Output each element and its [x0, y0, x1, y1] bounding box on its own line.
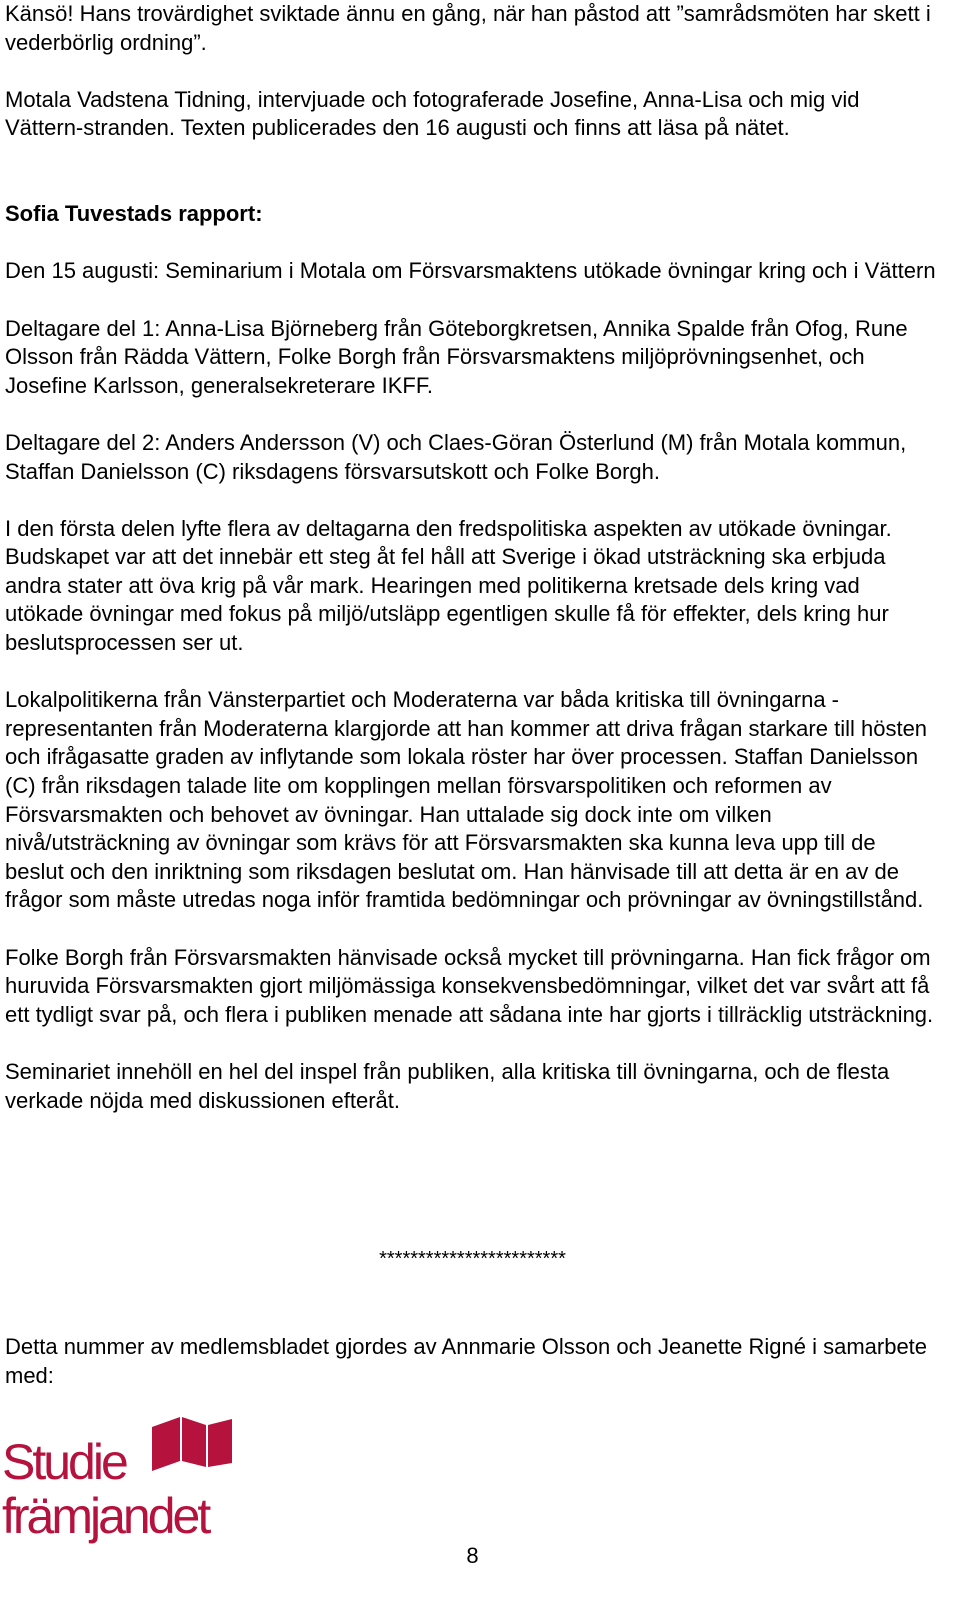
document-body [5, 0, 940, 1115]
logo-book-shape-left [152, 1417, 180, 1471]
intro-paragraph-2: Motala Vadstena Tidning, intervjuade och fotograferade Josefine, Anna-Lisa och mig vid Vättern-stranden. Texten publicerades den 16 augusti och finns att läsa på nätet. [5, 86, 860, 141]
logo-book-shape-middle [182, 1417, 206, 1467]
logo-book-shape-right [208, 1419, 232, 1467]
page-number: 8 [466, 1543, 479, 1568]
report-paragraph-1: Den 15 augusti: Seminarium i Motala om Försvarsmaktens utökade övningar kring och i Vättern [5, 258, 936, 284]
separator-stars: ************************ [379, 1248, 566, 1270]
report-heading: Sofia Tuvestads rapport: [5, 201, 263, 227]
report-paragraph-3: Deltagare del 2: Anders Andersson (V) och Claes-Göran Österlund (M) från Motala kommun, Staffan Danielsson (C) riksdagens försvarsutskott och Folke Borgh. [5, 429, 907, 484]
report-paragraph-4: I den första delen lyfte flera av deltagarna den fredspolitiska aspekten av utökade övningar. Budskapet var att det innebär ett steg åt fel håll att Sverige i ökad utsträckning ska erbjuda andra stater att öva krig på vår mark. Hearingen med politikerna kretsade dels kring vad utökade övningar med fokus på miljö/utsläpp egentligen skulle få för effekter, dels kring hur beslutsprocessen ser ut. [5, 515, 892, 656]
logo-text-line-2: främjandet [2, 1488, 209, 1544]
report-paragraph-5: Lokalpolitikerna från Vänsterpartiet och Moderaterna var båda kritiska till övningarna - representanten från Moderaterna klargjorde att han kommer att driva frågan starkare till hösten och ifrågasatte graden av inflytande som lokala röster har över processen. Staffan Danielsson (C) från riksdagen talade lite om kopplingen mellan försvarspolitiken och reformen av Försvarsmakten och behovet av övningar. Han uttalade sig dock inte om vilken nivå/utsträckning av övningar som krävs för att Försvarsmakten ska kunna leva upp till de beslut och den inriktning som riksdagen beslutat om. Han hänvisade till att detta är en av de frågor som måste utredas noga inför framtida bedömningar och prövningar av övningstillstånd. [5, 687, 928, 913]
studiefrämjandet-logo [2, 1415, 234, 1560]
intro-paragraph-1: Känsö! Hans trovärdighet sviktade ännu en gång, när han påstod att ”samrådsmöten har skett i vederbörlig ordning”. [5, 1, 931, 55]
credits-paragraph: Detta nummer av medlemsbladet gjordes av Annmarie Olsson och Jeanette Rigné i samarbete med: [5, 1334, 928, 1388]
report-paragraph-2: Deltagare del 1: Anna-Lisa Björneberg från Göteborgkretsen, Annika Spalde från Ofog, Rune Olsson från Rädda Vättern, Folke Borgh från Försvarsmaktens miljöprövningsenhet, och Josefine Karlsson, generalsekreterare IKFF. [5, 315, 908, 398]
report-paragraph-7: Seminariet innehöll en hel del inspel från publiken, alla kritiska till övningarna, och de flesta verkade nöjda med diskussionen efteråt. [5, 1058, 890, 1113]
report-paragraph-6: Folke Borgh från Försvarsmakten hänvisade också mycket till prövningarna. Han fick frågor om huruvida Försvarsmakten gjort miljömässiga konsekvensbedömningar, vilket det var svårt att få ett tydligt svar på, och flera i publiken menade att sådana inte har gjorts i tillräcklig utsträckning. [5, 944, 934, 1027]
logo-text-line-1: Studie [2, 1434, 126, 1490]
